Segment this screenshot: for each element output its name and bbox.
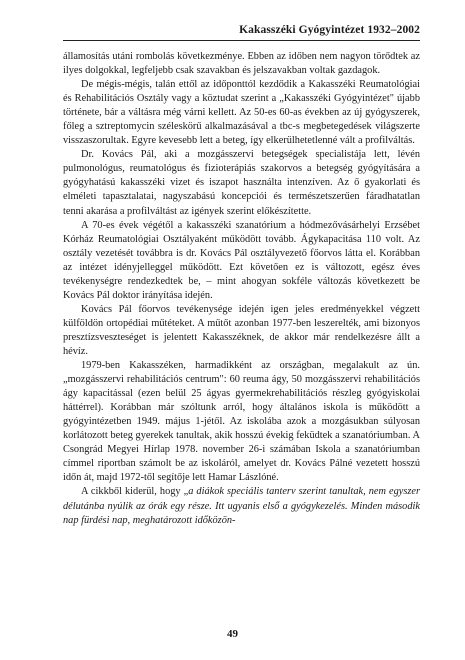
paragraph-7 bbox=[63, 485, 420, 527]
running-header bbox=[63, 22, 420, 42]
paragraph-5: Kovács Pál főorvos tevékenysége idején igen jeles eredményekkel végzett külföldön ortopédiai műtéteket. A műtőt azonban 1977-ben leszerelték, ami bizonyos presztízsveszteséget is jelentett Kakasszéknek, de akkor már rendelkezésre állt a hévíz. bbox=[63, 303, 420, 357]
running-header-title: Kakasszéki Gyógyintézet 1932–2002 bbox=[239, 24, 420, 36]
paragraph-6: 1979-ben Kakasszéken, harmadikként az országban, megalakult az ún. „mozgásszervi rehabilitációs centrum": 60 reuma ágy, 50 mozgásszervi rehabilitációs ágy kapacitással (ezen belül 25 ágyas gyermekrehabilitációs részleg gyógyiskolai háttérrel). Korábban már szóltunk arról, hogy általános iskola is működött a gyógyintézetben 1949. május 1-jétől. Az iskolába azok a mozgásukban súlyosan korlátozott beteg gyerekek tanultak, akik hosszú évekig feküdtek a szanatóriumban. A Csongrád Megyei Hírlap 1978. november 26-i számában Iskola a szanatóriumban címmel riportban számolt be az iskoláról, amelyet dr. Kovács Pálné vezetett hosszú időn át, majd 1972-től segítője lett Hamar Lászlóné. bbox=[63, 360, 420, 484]
paragraph-3: Dr. Kovács Pál, aki a mozgásszervi betegségek specialistája lett, lévén pulmonológus, reumatológus és fizioterápiás szakorvos a betegség gyógyítására a gyógyhatású kakasszéki vizet és iszapot használta intenzíven. Az ő gyakorlati és elméleti tapasztalatai, nagyszabású koncepciói és természetszerűen fáradhatatlan tenni akarása a profilváltást az igények szerint előkészítette. bbox=[63, 149, 420, 217]
paragraph-2: De mégis-mégis, talán ettől az időponttól kezdődik a Kakasszéki Reumatológiai és Rehabilitációs Osztály vagy a köztudat szerint a „Kakasszéki Gyógyintézet" újabb története, bár a váltásra még várni kellett. Az 50-es 60-as években az új gyógyszerek, főleg a sztreptomycin széleskörű alkalmazásával a tbc-s megbetegedések világszerte visszaszorultak. Egyre kevesebb lett a beteg, így elkerülhetetlenné vált a profilváltás. bbox=[63, 79, 420, 147]
paragraph-1: államosítás utáni rombolás következménye. Ebben az időben nem nagyon törődtek az ilyes dolgokkal, legfeljebb csak szavakban és jelszavakban voltak gazdagok. bbox=[63, 51, 420, 77]
header-rule bbox=[63, 40, 420, 41]
body-text bbox=[63, 50, 420, 528]
page-number: 49 bbox=[227, 628, 238, 640]
paragraph-4: A 70-es évek végétől a kakasszéki szanatórium a hódmezővásárhelyi Erzsébet Kórház Reumatológiai Osztályaként működött tovább. Ágykapacitása 110 volt. Az osztály vezetését továbbra is dr. Kovács Pál osztályvezető főorvos látta el. Korábban az intézet idényjelleggel működött. Ezt követően ez is változott, egész éves tevékenységre rendezkedtek be, – mint ahogyan sokféle változás következett be Kovács Pál doktor irányítása idején. bbox=[63, 219, 420, 301]
paragraph-7-quote: a diákok speciális tanterv szerint tanultak, nem egyszer délutánba nyúlik az órák egy része. Itt ugyanis első a gyógykezelés. Minden második nap fürdési nap, meghatározott időközön- bbox=[63, 486, 420, 526]
paragraph-7-intro: A cikkből kiderül, hogy „ bbox=[81, 486, 189, 498]
